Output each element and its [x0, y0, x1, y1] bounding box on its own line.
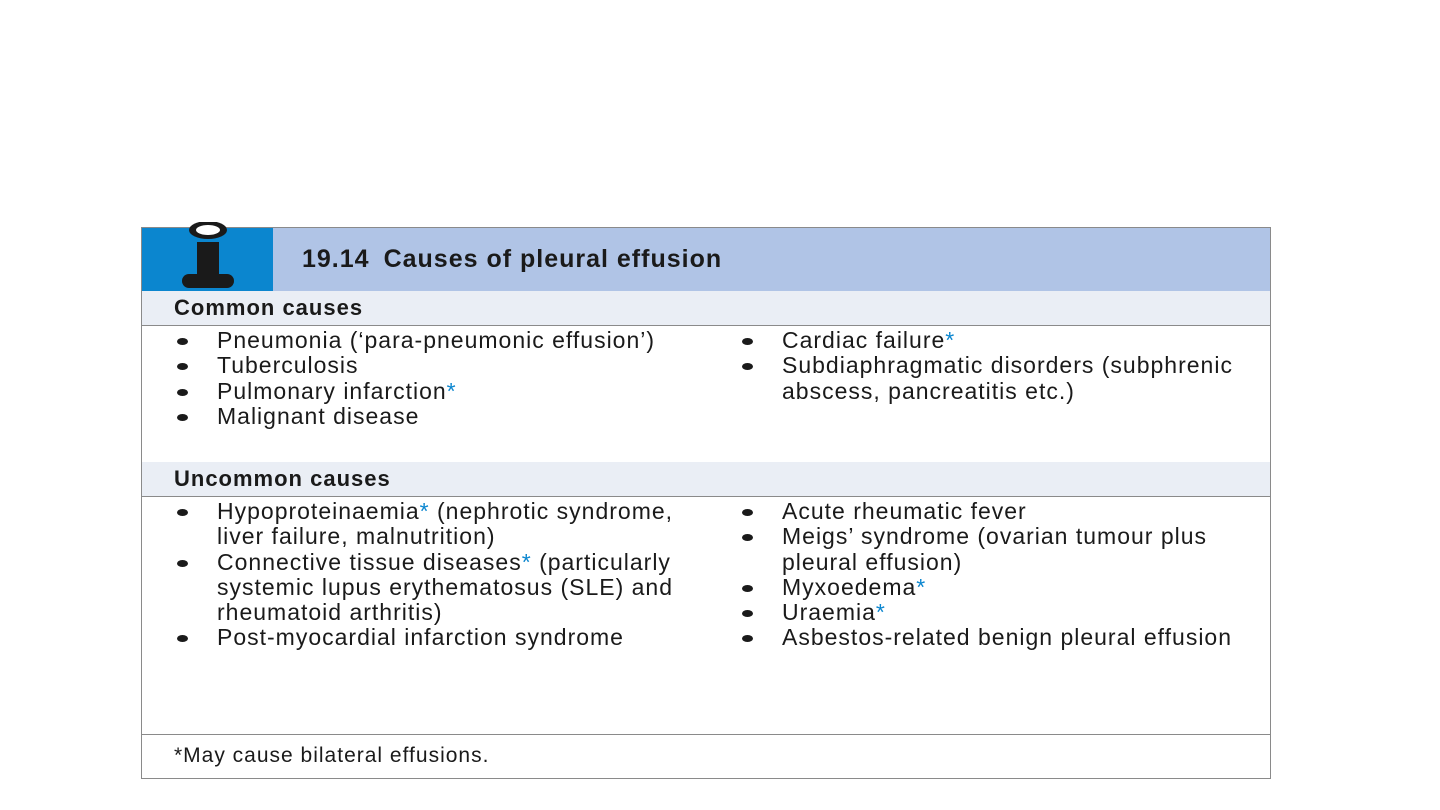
list-item-text: Subdiaphragmatic disorders (subphrenic abscess, pancreatitis etc.)	[782, 352, 1233, 404]
list-item	[174, 625, 694, 650]
info-block	[142, 228, 273, 291]
list-item-text: Post-myocardial infarction syndrome	[217, 624, 624, 651]
footnote-star: *	[446, 377, 457, 404]
list-item	[174, 499, 694, 550]
list-item-text: Hypoproteinaemia	[217, 498, 420, 524]
list-item	[739, 575, 1259, 600]
list-item-text: Uraemia	[782, 599, 876, 626]
list-item-text: Acute rheumatic fever	[782, 498, 1027, 524]
list-item	[739, 600, 1259, 625]
list-item	[174, 353, 694, 378]
box-title	[302, 245, 722, 274]
footnote: *May cause bilateral effusions.	[174, 744, 490, 767]
footnote-star: *	[419, 498, 430, 524]
list-item	[739, 499, 1259, 524]
footnote-star: *	[521, 548, 532, 575]
footnote-star: *	[875, 599, 886, 626]
box-number: 19.14	[302, 245, 370, 273]
uncommon-causes-right	[739, 499, 1259, 651]
box-title-text: Causes of pleural effusion	[383, 245, 723, 273]
list-item	[174, 404, 694, 429]
common-causes-left	[174, 328, 694, 429]
list-item	[739, 524, 1259, 575]
footnote-star: *	[916, 573, 927, 600]
common-causes-right	[739, 328, 1259, 404]
footnote-divider	[142, 734, 1270, 735]
footnote-star: *	[945, 327, 956, 353]
section-heading-common: Common causes	[142, 291, 1270, 326]
box-header	[142, 228, 1270, 291]
list-item-text: Malignant disease	[217, 402, 420, 429]
uncommon-causes-left	[174, 499, 694, 651]
list-item	[739, 625, 1259, 650]
list-item	[739, 353, 1259, 404]
section-heading-uncommon: Uncommon causes	[142, 462, 1270, 497]
list-item	[174, 379, 694, 404]
list-item-text: Asbestos-related benign pleural effusion	[782, 624, 1233, 651]
list-item-text: Myxoedema	[782, 573, 917, 600]
list-item	[174, 328, 694, 353]
list-item-text: Pneumonia (‘para-pneumonic effusion’)	[217, 327, 656, 353]
list-item-text: Connective tissue diseases	[217, 548, 522, 575]
info-icon	[180, 222, 236, 294]
list-item-text: Pulmonary infarction	[217, 377, 447, 404]
list-item-text: Meigs’ syndrome (ovarian tumour plus pleural effusion)	[782, 523, 1208, 575]
list-item-detail: (nephrotic syndrome, liver failure, malnutrition)	[217, 498, 674, 550]
list-item	[739, 328, 1259, 353]
list-item	[174, 550, 694, 626]
table-box	[141, 227, 1271, 779]
list-item-detail: (particularly systemic lupus erythematosus (SLE) and rheumatoid arthritis)	[217, 548, 674, 626]
list-item-text: Tuberculosis	[217, 352, 359, 379]
list-item-text: Cardiac failure	[782, 327, 946, 353]
